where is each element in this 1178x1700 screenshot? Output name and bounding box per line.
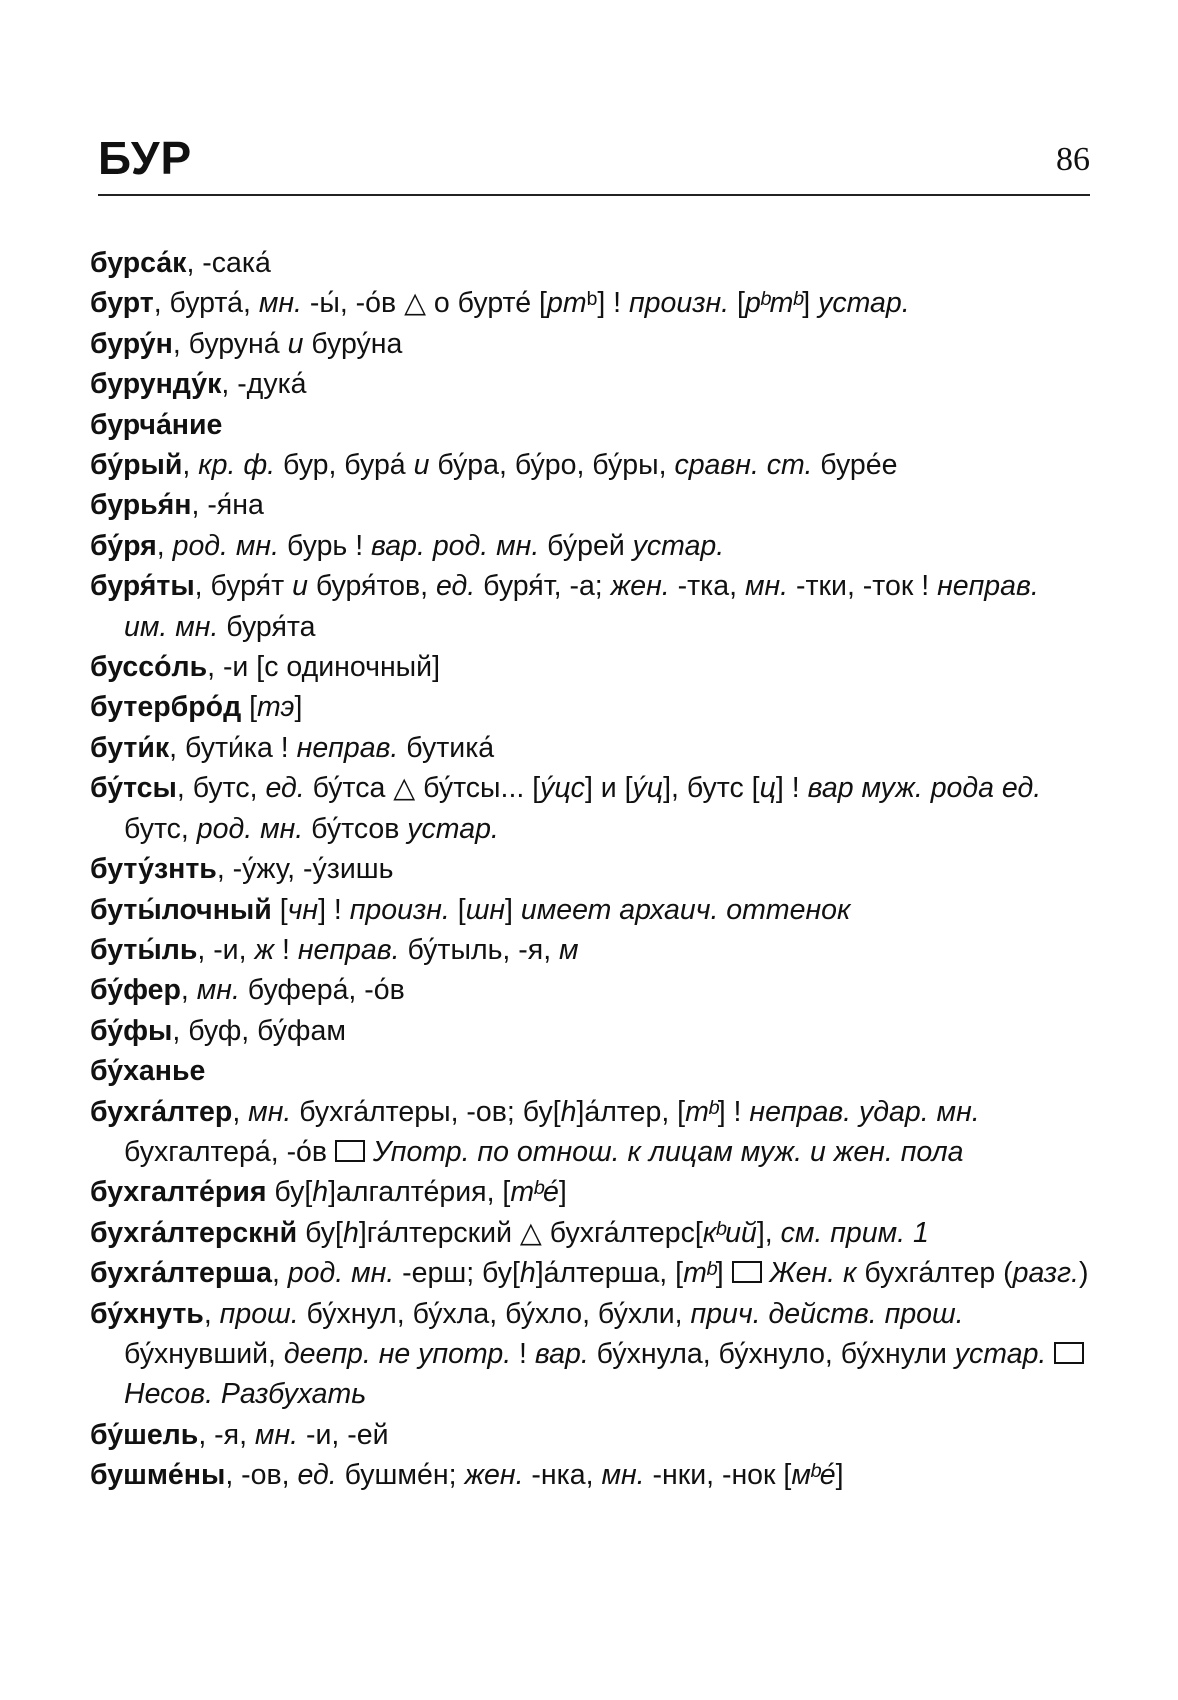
entry-text: [ bbox=[241, 691, 257, 724]
entry-text: ] ! bbox=[717, 1095, 750, 1128]
entry-text: бухга́лтер ( bbox=[856, 1257, 1013, 1290]
entry-text: , -я́на bbox=[191, 489, 264, 522]
italic-label: ц bbox=[759, 772, 776, 805]
headword: бу́рый bbox=[90, 449, 183, 482]
entry-text: ᵇ] ! bbox=[586, 287, 629, 320]
dictionary-entry bbox=[90, 849, 1090, 889]
italic-label: разг. bbox=[1012, 1257, 1079, 1290]
italic-label: h bbox=[342, 1216, 359, 1249]
dictionary-entry bbox=[90, 647, 1090, 687]
dictionary-entry bbox=[90, 930, 1090, 970]
italic-label: Употр. по отнош. к лицам муж. и жен. пола bbox=[372, 1135, 964, 1168]
entry-text: -и, -ей bbox=[298, 1418, 389, 1451]
dictionary-entries bbox=[90, 243, 1090, 1496]
entry-text: бур, бура́ bbox=[275, 449, 414, 482]
dictionary-entry bbox=[90, 1253, 1090, 1293]
italic-label: мн. bbox=[196, 974, 240, 1007]
headword: буря́ты bbox=[90, 570, 195, 603]
dictionary-entry bbox=[90, 1455, 1090, 1495]
italic-label: род. мн. bbox=[287, 1257, 395, 1290]
italic-label: устар. bbox=[632, 529, 725, 562]
italic-label: мн. bbox=[601, 1459, 645, 1492]
italic-label: и bbox=[292, 570, 308, 603]
italic-label: род. мн. bbox=[172, 529, 280, 562]
italic-label: и bbox=[287, 327, 304, 360]
entry-text: ] bbox=[505, 893, 521, 926]
page-number: 86 bbox=[1056, 141, 1090, 178]
entry-text: -ерш; бу[ bbox=[394, 1257, 520, 1290]
entry-text: ], бутс [ bbox=[663, 772, 760, 805]
dictionary-entry bbox=[90, 1011, 1090, 1051]
headword: бу́тсы bbox=[90, 772, 177, 805]
entry-text: буру́на bbox=[303, 327, 403, 360]
dictionary-entry bbox=[90, 1051, 1090, 1091]
entry-text: -тки, -ток ! bbox=[788, 570, 938, 603]
headword: буру́н bbox=[90, 327, 173, 360]
entry-text: , -ов, bbox=[225, 1459, 298, 1492]
dictionary-entry bbox=[90, 405, 1090, 445]
headword: бу́ханье bbox=[90, 1055, 206, 1088]
entry-text: -нка, bbox=[523, 1459, 602, 1492]
italic-label: неправ. удар. мн. bbox=[749, 1095, 980, 1128]
italic-label: деепр. не употр. bbox=[283, 1337, 512, 1370]
headword: бухга́лтер bbox=[90, 1095, 233, 1128]
dictionary-entry bbox=[90, 243, 1090, 283]
entry-text: , -и, bbox=[197, 933, 255, 966]
entry-text: бу́тыль, -я, bbox=[399, 933, 560, 966]
entry-text: ] bbox=[835, 1459, 844, 1492]
entry-text: , bbox=[182, 449, 199, 482]
entry-text: , бутс, bbox=[176, 772, 266, 805]
entry-text: ! bbox=[511, 1337, 535, 1370]
italic-label: Несов. Разбухать bbox=[124, 1378, 367, 1411]
headword: бутербро́д bbox=[90, 691, 242, 724]
italic-label: h bbox=[560, 1095, 577, 1128]
entry-text: ] bbox=[802, 287, 819, 320]
entry-text: бухга́лтеры, -ов; бу[ bbox=[291, 1095, 561, 1128]
dictionary-entry bbox=[90, 1172, 1090, 1212]
italic-label: у́цс bbox=[540, 772, 585, 805]
italic-label: кр. ф. bbox=[198, 449, 276, 482]
italic-label: неправ. им. мн. bbox=[124, 570, 1039, 643]
headword: бу́ря bbox=[90, 529, 157, 562]
italic-label: тᵇе́ bbox=[510, 1176, 559, 1209]
headword: бурча́ние bbox=[90, 408, 223, 441]
entry-text: ]а́лтерша, [ bbox=[535, 1257, 684, 1290]
italic-label: м bbox=[559, 933, 579, 966]
italic-label: тᵇ bbox=[683, 1257, 716, 1290]
entry-text: ] bbox=[294, 691, 303, 724]
headword: бухга́лтерскнй bbox=[90, 1216, 298, 1249]
entry-text: бу́хнула, бу́хнуло, бу́хнули bbox=[588, 1337, 955, 1370]
headword: бурунду́к bbox=[90, 368, 222, 401]
entry-text: ]га́лтерский △ бухга́лтерс[ bbox=[358, 1216, 703, 1249]
italic-label: жен. bbox=[610, 570, 670, 603]
entry-text: бурь ! bbox=[279, 529, 372, 562]
headword: бухгалте́рия bbox=[90, 1176, 267, 1209]
dictionary-entry bbox=[90, 283, 1090, 323]
entry-text: ]а́лтер, [ bbox=[576, 1095, 686, 1128]
entry-text: ]алгалте́рия, [ bbox=[328, 1176, 511, 1209]
entry-text: бу[ bbox=[297, 1216, 343, 1249]
entry-text: бу́рей bbox=[539, 529, 633, 562]
italic-label: чн bbox=[287, 893, 319, 926]
header-rule bbox=[98, 194, 1090, 196]
entry-text: ] bbox=[558, 1176, 567, 1209]
entry-text: , bbox=[180, 974, 197, 1007]
italic-label: ед. bbox=[265, 772, 305, 805]
italic-label: произн. bbox=[349, 893, 450, 926]
running-head: БУР bbox=[98, 132, 193, 184]
dictionary-entry bbox=[90, 364, 1090, 404]
italic-label: устар. bbox=[407, 812, 499, 845]
dictionary-entry bbox=[90, 566, 1090, 647]
italic-label: ж bbox=[254, 933, 275, 966]
entry-text: , -сака́ bbox=[186, 247, 271, 279]
usage-note-box-icon bbox=[335, 1140, 365, 1162]
page-header bbox=[98, 130, 1090, 196]
entry-text: -ы́, -о́в △ о бурте́ [ bbox=[301, 287, 547, 320]
italic-label: неправ. bbox=[296, 731, 399, 764]
entry-text: , буф, бу́фам bbox=[172, 1014, 346, 1047]
italic-label: вар. bbox=[534, 1337, 589, 1370]
usage-note-box-icon bbox=[732, 1261, 762, 1283]
italic-label: прош. bbox=[219, 1297, 299, 1330]
headword: бурт bbox=[90, 287, 154, 320]
entry-text: , bbox=[271, 1257, 288, 1290]
dictionary-entry bbox=[90, 526, 1090, 566]
italic-label: ед. bbox=[297, 1459, 337, 1492]
italic-label: имеет архаич. оттенок bbox=[520, 893, 851, 926]
headword: бурса́к bbox=[90, 247, 187, 279]
entry-text: [ bbox=[271, 893, 288, 926]
dictionary-entry bbox=[90, 768, 1090, 849]
headword: бу́хнуть bbox=[90, 1297, 204, 1330]
italic-label: h bbox=[312, 1176, 329, 1209]
italic-label: см. прим. 1 bbox=[780, 1216, 929, 1249]
entry-text: буря́та bbox=[218, 610, 316, 643]
entry-text: , bbox=[232, 1095, 249, 1128]
dictionary-entry bbox=[90, 1213, 1090, 1253]
headword: буссо́ль bbox=[90, 651, 208, 684]
italic-label: прич. действ. прош. bbox=[690, 1297, 964, 1330]
italic-label: мн. bbox=[744, 570, 789, 603]
italic-label: шн bbox=[465, 893, 506, 926]
headword: бу́фер bbox=[90, 974, 181, 1007]
dictionary-entry bbox=[90, 728, 1090, 768]
entry-text: -тка, bbox=[669, 570, 745, 603]
headword: бути́к bbox=[90, 731, 170, 764]
entry-text: бу́ра, бу́ро, бу́ры, bbox=[429, 449, 675, 482]
headword: буту́знть bbox=[90, 853, 217, 886]
dictionary-entry bbox=[90, 1415, 1090, 1455]
entry-text: бу[ bbox=[266, 1176, 313, 1209]
entry-text: буфера́, -о́в bbox=[239, 974, 405, 1007]
usage-note-box-icon bbox=[1054, 1342, 1084, 1364]
entry-text: ] ! bbox=[318, 893, 350, 926]
entry-text: , бути́ка ! bbox=[169, 731, 297, 764]
entry-text: , -и [с одиночный] bbox=[207, 651, 441, 684]
entry-text: бу́тсов bbox=[303, 812, 408, 845]
italic-label: и bbox=[413, 449, 430, 482]
headword: бу́фы bbox=[90, 1014, 173, 1047]
entry-text: [ bbox=[729, 287, 745, 320]
headword: буты́лочный bbox=[90, 893, 272, 926]
entry-text: ] ! bbox=[775, 772, 808, 805]
italic-label: мн. bbox=[248, 1095, 292, 1128]
italic-label: мн. bbox=[254, 1418, 299, 1451]
headword: буты́ль bbox=[90, 933, 198, 966]
headword: бушме́ны bbox=[90, 1459, 226, 1492]
entry-text: , bbox=[203, 1297, 220, 1330]
entry-text: бу́хнувший, bbox=[124, 1337, 284, 1370]
dictionary-entry bbox=[90, 485, 1090, 525]
entry-text: , -у́жу, -у́зишь bbox=[216, 853, 394, 886]
entry-text: ) bbox=[1078, 1257, 1089, 1290]
italic-label: род. мн. bbox=[196, 812, 304, 845]
entry-text: , -дука́ bbox=[221, 368, 307, 401]
entry-text: , буря́т bbox=[194, 570, 293, 603]
italic-label: устар. bbox=[818, 287, 910, 320]
italic-label: Жен. к bbox=[769, 1257, 857, 1290]
headword: бурья́н bbox=[90, 489, 192, 522]
entry-text: , bbox=[156, 529, 173, 562]
entry-text: буре́е bbox=[812, 449, 898, 482]
italic-label: жен. bbox=[464, 1459, 524, 1492]
entry-text: ], bbox=[756, 1216, 781, 1249]
italic-label: вар. род. мн. bbox=[371, 529, 540, 562]
dictionary-entry bbox=[90, 324, 1090, 364]
italic-label: произн. bbox=[629, 287, 730, 320]
italic-label: кᵇий bbox=[702, 1216, 757, 1249]
dictionary-entry bbox=[90, 687, 1090, 727]
headword: бу́шель bbox=[90, 1418, 199, 1451]
entry-text: буря́т, -а; bbox=[475, 570, 611, 603]
dictionary-entry bbox=[90, 445, 1090, 485]
headword: бухга́лтерша bbox=[90, 1257, 272, 1290]
italic-label: тэ bbox=[257, 691, 295, 724]
entry-text: , бурта́, bbox=[153, 287, 259, 320]
entry-text: бу́хнул, бу́хла, бу́хло, бу́хли, bbox=[298, 1297, 691, 1330]
entry-text: бушме́н; bbox=[336, 1459, 465, 1492]
entry-text: бухгалтера́, -о́в bbox=[124, 1135, 335, 1168]
italic-label: мᵇе́ bbox=[791, 1459, 836, 1492]
italic-label: тᵇ bbox=[685, 1095, 718, 1128]
italic-label: неправ. bbox=[297, 933, 400, 966]
entry-text: бу́тса △ бу́тсы... [ bbox=[304, 772, 541, 805]
entry-text: -нки, -нок [ bbox=[644, 1459, 792, 1492]
entry-text: ! bbox=[274, 933, 298, 966]
entry-text: бутика́ bbox=[398, 731, 495, 764]
italic-label: рᵇтᵇ bbox=[744, 287, 803, 320]
italic-label: устар. bbox=[954, 1337, 1047, 1370]
italic-label: у́ц bbox=[632, 772, 664, 805]
entry-text: бутс, bbox=[124, 812, 197, 845]
entry-text: буря́тов, bbox=[307, 570, 437, 603]
entry-text: ] bbox=[715, 1257, 732, 1290]
italic-label: мн. bbox=[258, 287, 302, 320]
italic-label: сравн. ст. bbox=[674, 449, 813, 482]
entry-text: ] и [ bbox=[584, 772, 633, 805]
italic-label: вар муж. рода ед. bbox=[807, 772, 1042, 805]
entry-text bbox=[1046, 1338, 1054, 1370]
dictionary-entry bbox=[90, 970, 1090, 1010]
entry-text: , -я, bbox=[198, 1418, 255, 1451]
entry-text: [ bbox=[449, 893, 466, 926]
italic-label: h bbox=[519, 1257, 536, 1290]
entry-text: , буруна́ bbox=[172, 327, 288, 360]
dictionary-entry bbox=[90, 1092, 1090, 1173]
italic-label: ед. bbox=[436, 570, 476, 603]
dictionary-entry bbox=[90, 890, 1090, 930]
entry-text bbox=[365, 1136, 373, 1168]
italic-label: рт bbox=[546, 287, 587, 320]
dictionary-entry bbox=[90, 1294, 1090, 1415]
